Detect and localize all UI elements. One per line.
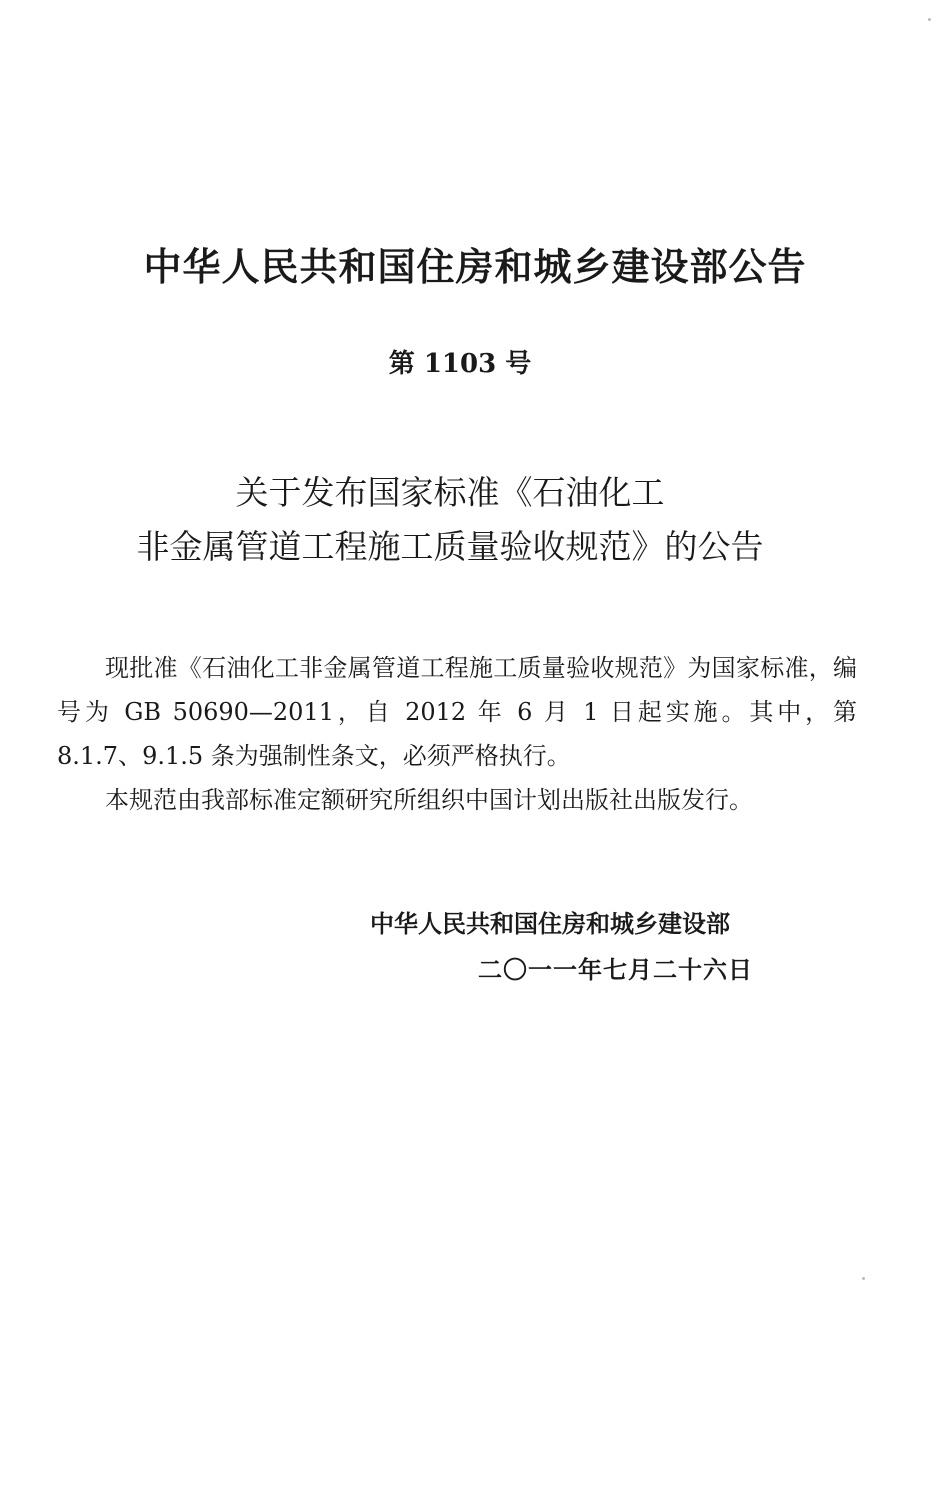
body-paragraph-publication: 本规范由我部标准定额研究所组织中国计划出版社出版发行。	[105, 786, 753, 814]
subject-line-1: 关于发布国家标准《石油化工	[235, 473, 665, 512]
agency-title: 中华人民共和国住房和城乡建设部公告	[143, 245, 807, 289]
body-paragraph-approval: 现批准《石油化工非金属管道工程施工质量验收规范》为国家标准，编号为 GB 50690—2011，自 2012 年 6 月 1 日起实施。其中，第 8.1.7、9.1.5 条为强制性条文，必须严格执行。	[57, 654, 857, 770]
scan-speck	[928, 18, 931, 21]
scan-speck	[862, 1277, 865, 1280]
signature-organization: 中华人民共和国住房和城乡建设部	[370, 910, 730, 938]
signature-date: 二〇一一年七月二十六日	[478, 956, 753, 984]
subject-line-2: 非金属管道工程施工质量验收规范》的公告	[136, 527, 764, 566]
notice-number: 第 1103 号	[388, 349, 532, 379]
